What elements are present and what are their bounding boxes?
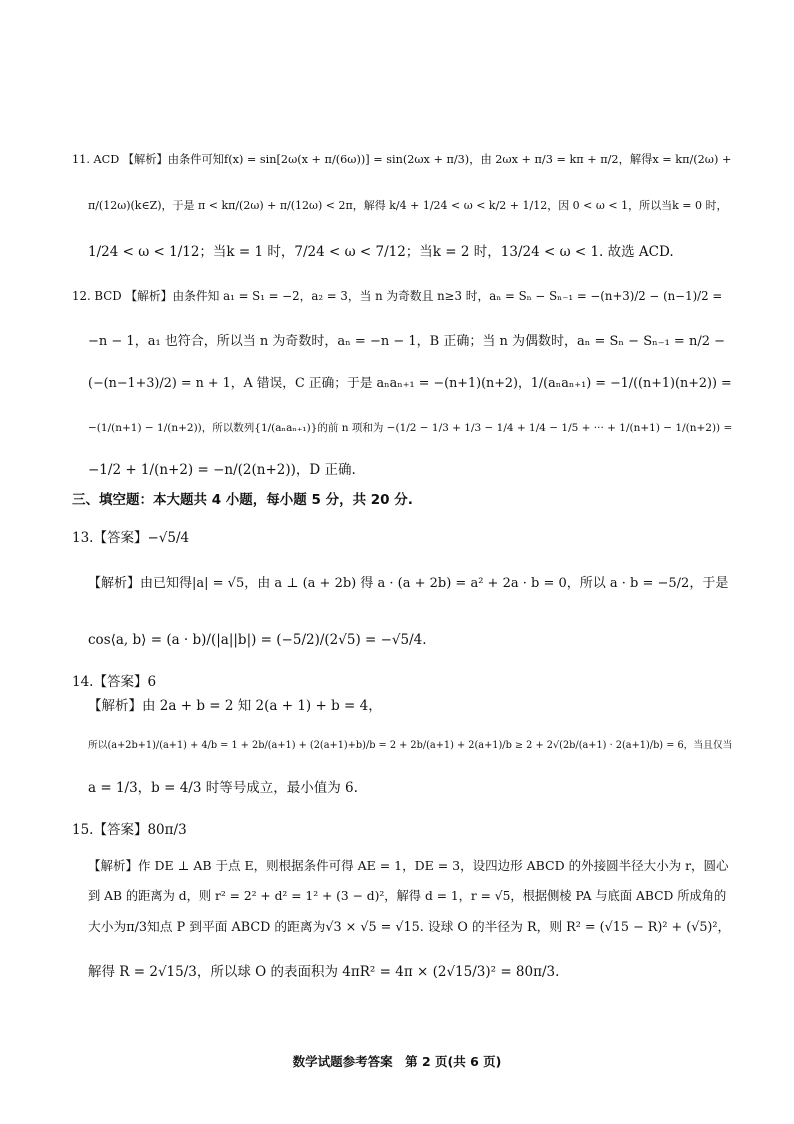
text-line-q12-5: −1/2 + 1/(n+2) = −n/(2(n+2))，D 正确. <box>88 462 356 478</box>
text-line-q15-ans: 15.【答案】80π/3 <box>72 822 187 838</box>
text-line-q12-4: −(1/(n+1) − 1/(n+2))，所以数列{1/(aₙaₙ₊₁)}的前 n 项和为 −(1/2 − 1/3 + 1/3 − 1/4 + 1/4 − 1/5 + ··· + 1/(n+1) − 1/(n+2)) = <box>88 422 733 434</box>
text-line-q12-1: 12. BCD 【解析】由条件知 a₁ = S₁ = −2，a₂ = 3，当 n 为奇数且 n≥3 时，aₙ = Sₙ − Sₙ₋₁ = −(n+3)/2 − (n−1)/2 = <box>72 289 723 303</box>
text-line-q13-ans: 13.【答案】−√5/4 <box>72 530 190 546</box>
text-line-q11-1: 11. ACD 【解析】由条件可知f(x) = sin[2ω(x + π/(6ω))] = sin(2ωx + π/3)，由 2ωx + π/3 = kπ + π/2，解得x = kπ/(2ω) + <box>72 153 732 166</box>
text-line-q15-3: 大小为π/3知点 P 到平面 ABCD 的距离为√3 × √5 = √15. 设球 O 的半径为 R，则 R² = (√15 − R)² + (√5)²， <box>88 920 731 935</box>
text-line-q11-3: 1/24 < ω < 1/12；当k = 1 时，7/24 < ω < 7/12；当k = 2 时，13/24 < ω < 1. 故选 ACD. <box>88 244 674 260</box>
text-line-q14-2: 所以(a+2b+1)/(a+1) + 4/b = 1 + 2b/(a+1) + (2(a+1)+b)/b = 2 + 2b/(a+1) + 2(a+1)/b ≥ 2 + 2√(2b/(a+1) · 2(a+1)/b) = 6，当且仅当 <box>88 740 733 751</box>
text-line-section3: 三、填空题：本大题共 4 小题，每小题 5 分，共 20 分. <box>72 492 413 508</box>
page-footer: 数学试题参考答案 第 2 页(共 6 页) <box>292 1054 502 1069</box>
text-line-q14-3: a = 1/3，b = 4/3 时等号成立，最小值为 6. <box>88 780 358 796</box>
text-line-q14-ans: 14.【答案】6 <box>72 674 157 690</box>
text-line-q12-3: (−(n−1+3)/2) = n + 1，A 错误，C 正确；于是 aₙaₙ₊₁ = −(n+1)(n+2)，1/(aₙaₙ₊₁) = −1/((n+1)(n+2)) = <box>88 376 732 391</box>
text-line-q15-2: 到 AB 的距离为 d，则 r² = 2² + d² = 1² + (3 − d)²，解得 d = 1，r = √5，根据侧棱 PA 与底面 ABCD 所成角的 <box>88 889 727 903</box>
text-line-q15-1: 【解析】作 DE ⊥ AB 于点 E，则根据条件可得 AE = 1，DE = 3，设四边形 ABCD 的外接圆半径大小为 r，圆心 <box>88 858 729 873</box>
text-line-q12-2: −n − 1，a₁ 也符合，所以当 n 为奇数时，aₙ = −n − 1，B 正确；当 n 为偶数时，aₙ = Sₙ − Sₙ₋₁ = n/2 − <box>88 334 726 349</box>
text-line-q14-1: 【解析】由 2a + b = 2 知 2(a + 1) + b = 4， <box>88 698 382 714</box>
text-line-q15-4: 解得 R = 2√15/3，所以球 O 的表面积为 4πR² = 4π × (2√15/3)² = 80π/3. <box>88 964 560 980</box>
text-line-q13-1: 【解析】由已知得|a| = √5，由 a ⊥ (a + 2b) 得 a · (a + 2b) = a² + 2a · b = 0，所以 a · b = −5/2，于是 <box>88 576 729 591</box>
text-line-q11-2: π/(12ω)(k∈Z)，于是 π < kπ/(2ω) + π/(12ω) < 2π，解得 k/4 + 1/24 < ω < k/2 + 1/12，因 0 < ω < 1，所以当k = 0 时， <box>88 199 728 212</box>
text-line-q13-2: cos⟨a, b⟩ = (a · b)/(|a||b|) = (−5/2)/(2√5) = −√5/4. <box>88 632 427 648</box>
